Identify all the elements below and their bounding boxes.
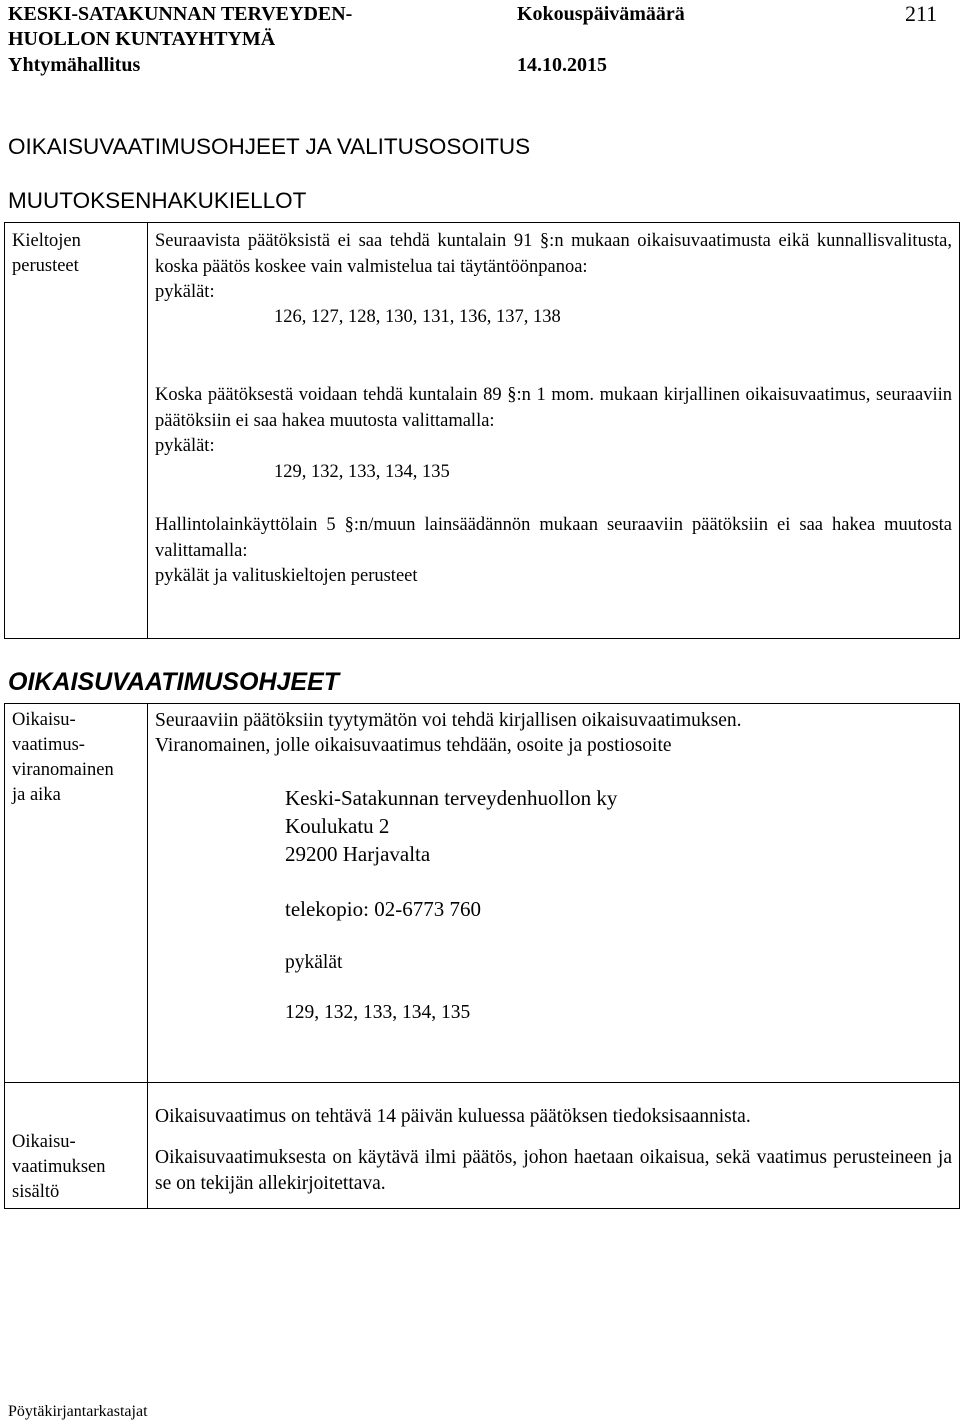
appeal-items-label: pykälät	[285, 952, 343, 973]
restrictions-para1: Seuraavista päätöksistä ei saa tehdä kuntalain 91 §:n mukaan oikaisuvaatimusta eikä kunnallisvalitusta, koska päätös koskee vain valmistelua tai täytäntöönpanoa:	[155, 231, 952, 277]
org-name-line2: HUOLLON KUNTAYHTYMÄ	[8, 28, 276, 50]
restrictions-para2-items: 129, 132, 133, 134, 135	[274, 462, 450, 482]
org-name-line1: KESKI-SATAKUNNAN TERVEYDEN-	[8, 3, 353, 25]
footer-minutes-checkers: Pöytäkirjantarkastajat	[8, 1403, 148, 1420]
appeal-content-text: Oikaisuvaatimuksesta on käytävä ilmi päätös, johon haetaan oikaisua, sekä vaatimus perusteineen ja se on tekijän allekirjoitettava.	[155, 1147, 952, 1194]
appeal-deadline: Oikaisuvaatimus on tehtävä 14 päivän kuluessa päätöksen tiedoksisaannista.	[155, 1106, 751, 1127]
body-name: Yhtymähallitus	[8, 54, 141, 76]
fax-number: telekopio: 02-6773 760	[285, 897, 481, 921]
restrictions-para1-label: pykälät:	[155, 282, 215, 302]
address-postal: 29200 Harjavalta	[285, 842, 431, 866]
appeal-row-divider	[4, 1082, 960, 1083]
page-number: 211	[905, 1, 938, 26]
page-title: OIKAISUVAATIMUSOHJEET JA VALITUSOSOITUS	[8, 134, 531, 159]
meeting-date: 14.10.2015	[517, 54, 607, 76]
date-label: Kokouspäivämäärä	[517, 3, 685, 25]
restrictions-label-cell	[4, 222, 148, 639]
appeal-intro: Seuraaviin päätöksiin tyytymätön voi tehdä kirjallisen oikaisuvaatimuksen.	[155, 710, 742, 731]
section-heading-oikaisuvaatimusohjeet: OIKAISUVAATIMUSOHJEET	[8, 668, 340, 696]
restrictions-para3: Hallintolainkäyttölain 5 §:n/muun lainsäädännön mukaan seuraaviin päätöksiin ei saa hakea muutosta valittamalla:	[155, 515, 952, 561]
appeal-items: 129, 132, 133, 134, 135	[285, 1002, 471, 1023]
appeal-authority-text: Viranomainen, jolle oikaisuvaatimus tehdään, osoite ja postiosoite	[155, 735, 672, 756]
address-street: Koulukatu 2	[285, 814, 390, 838]
address-name: Keski-Satakunnan terveydenhuollon ky	[285, 786, 618, 810]
appeal-authority-label: Oikaisu- vaatimus- viranomainen ja aika	[12, 710, 114, 805]
restrictions-para2: Koska päätöksestä voidaan tehdä kuntalain 89 §:n 1 mom. mukaan kirjallinen oikaisuvaatimus, seuraaviin päätöksiin ei saa hakea muutosta valittamalla:	[155, 385, 952, 431]
restrictions-para1-items: 126, 127, 128, 130, 131, 136, 137, 138	[274, 307, 561, 327]
restrictions-label: Kieltojen perusteet	[12, 231, 81, 276]
appeal-content-label: Oikaisu- vaatimuksen sisältö	[12, 1132, 106, 1202]
restrictions-para3-label: pykälät ja valituskieltojen perusteet	[155, 566, 418, 586]
restrictions-para2-label: pykälät:	[155, 436, 215, 456]
section-heading-muutoksenhakukiellot: MUUTOKSENHAKUKIELLOT	[8, 188, 307, 213]
